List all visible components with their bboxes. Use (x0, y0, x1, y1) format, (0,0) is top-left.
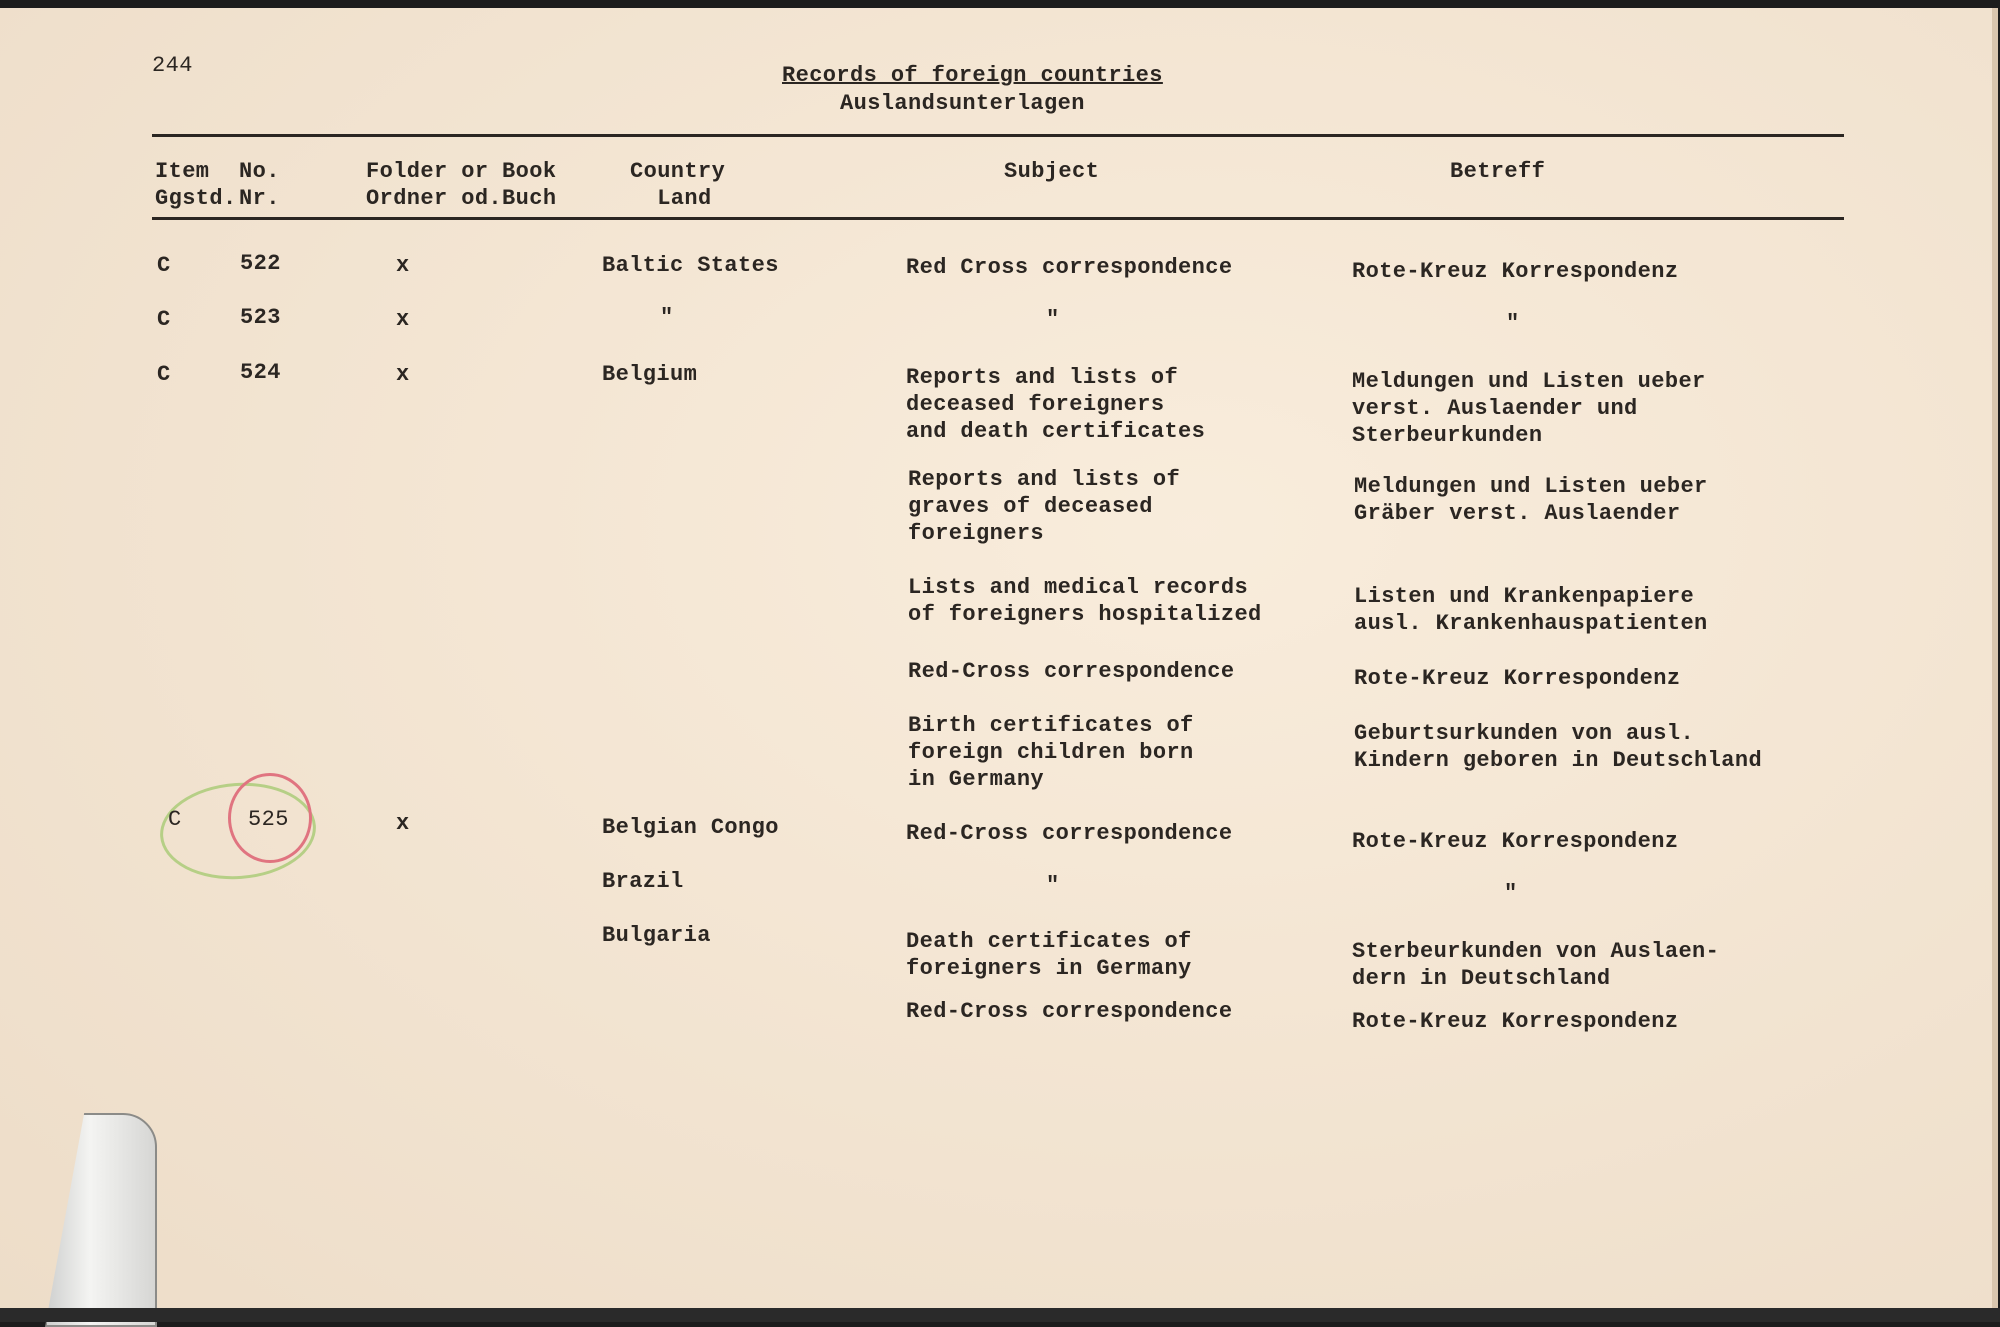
row-525-betreff: Rote-Kreuz Korrespondenz (1352, 829, 1679, 854)
row-523-country: " (660, 305, 674, 330)
row-524-betreff-3: Listen und Krankenpapiere ausl. Krankenhauspatienten (1354, 584, 1708, 636)
row-bulgaria-betreff-2: Rote-Kreuz Korrespondenz (1352, 1009, 1679, 1034)
row-brazil-betreff: " (1504, 881, 1518, 906)
row-524-item: C (157, 362, 171, 387)
row-523-subject: " (1046, 307, 1060, 332)
page-title: Records of foreign countries (782, 63, 1163, 88)
row-522-subject: Red Cross correspondence (906, 255, 1233, 280)
page-number: 244 (152, 53, 193, 78)
row-523-no: 523 (240, 305, 281, 330)
row-522-folder: x (396, 253, 410, 278)
row-524-folder: x (396, 362, 410, 387)
row-525-folder: x (396, 811, 410, 836)
row-bulgaria-subject-2: Red-Cross correspondence (906, 999, 1233, 1024)
row-522-betreff: Rote-Kreuz Korrespondenz (1352, 259, 1679, 284)
header-item: Item Ggstd. (155, 159, 237, 211)
row-brazil-subject: " (1046, 873, 1060, 898)
row-525-no: 525 (248, 807, 289, 832)
row-524-subject-5: Birth certificates of foreign children born in Germany (908, 713, 1194, 792)
header-betreff: Betreff (1450, 159, 1546, 184)
row-522-country: Baltic States (602, 253, 779, 278)
row-525-subject: Red-Cross correspondence (906, 821, 1233, 846)
row-bulgaria-subject: Death certificates of foreigners in Germany (906, 929, 1192, 981)
header-subject: Subject (1004, 159, 1100, 184)
header-bottom-rule (152, 217, 1844, 220)
header-top-rule (152, 134, 1844, 137)
row-523-folder: x (396, 307, 410, 332)
row-524-subject-3: Lists and medical records of foreigners hospitalized (908, 575, 1262, 627)
row-524-country: Belgium (602, 362, 698, 387)
row-525-item: C (168, 807, 182, 832)
row-524-no: 524 (240, 360, 281, 385)
row-522-no: 522 (240, 251, 281, 276)
row-524-betreff: Meldungen und Listen ueber verst. Auslaender und Sterbeurkunden (1352, 369, 1706, 448)
row-524-subject: Reports and lists of deceased foreigners and death certificates (906, 365, 1206, 444)
row-524-betreff-2: Meldungen und Listen ueber Gräber verst. Auslaender (1354, 474, 1708, 526)
row-522-item: C (157, 253, 171, 278)
header-folder: Folder or Book Ordner od.Buch (366, 159, 557, 211)
row-524-subject-2: Reports and lists of graves of deceased foreigners (908, 467, 1181, 546)
row-bulgaria-country: Bulgaria (602, 923, 711, 948)
row-bulgaria-betreff: Sterbeurkunden von Auslaen- dern in Deutschland (1352, 939, 1720, 991)
row-524-subject-4: Red-Cross correspondence (908, 659, 1235, 684)
page-subtitle: Auslandsunterlagen (840, 91, 1085, 116)
header-no: No. Nr. (239, 159, 280, 211)
row-524-betreff-5: Geburtsurkunden von ausl. Kindern geboren in Deutschland (1354, 721, 1763, 773)
row-brazil-country: Brazil (602, 869, 684, 894)
row-523-item: C (157, 307, 171, 332)
document-page (0, 8, 1998, 1308)
header-country: Country Land (630, 159, 726, 211)
row-525-country: Belgian Congo (602, 815, 779, 840)
row-524-betreff-4: Rote-Kreuz Korrespondenz (1354, 666, 1681, 691)
row-523-betreff: " (1506, 311, 1520, 336)
scan-border (0, 1308, 2000, 1322)
